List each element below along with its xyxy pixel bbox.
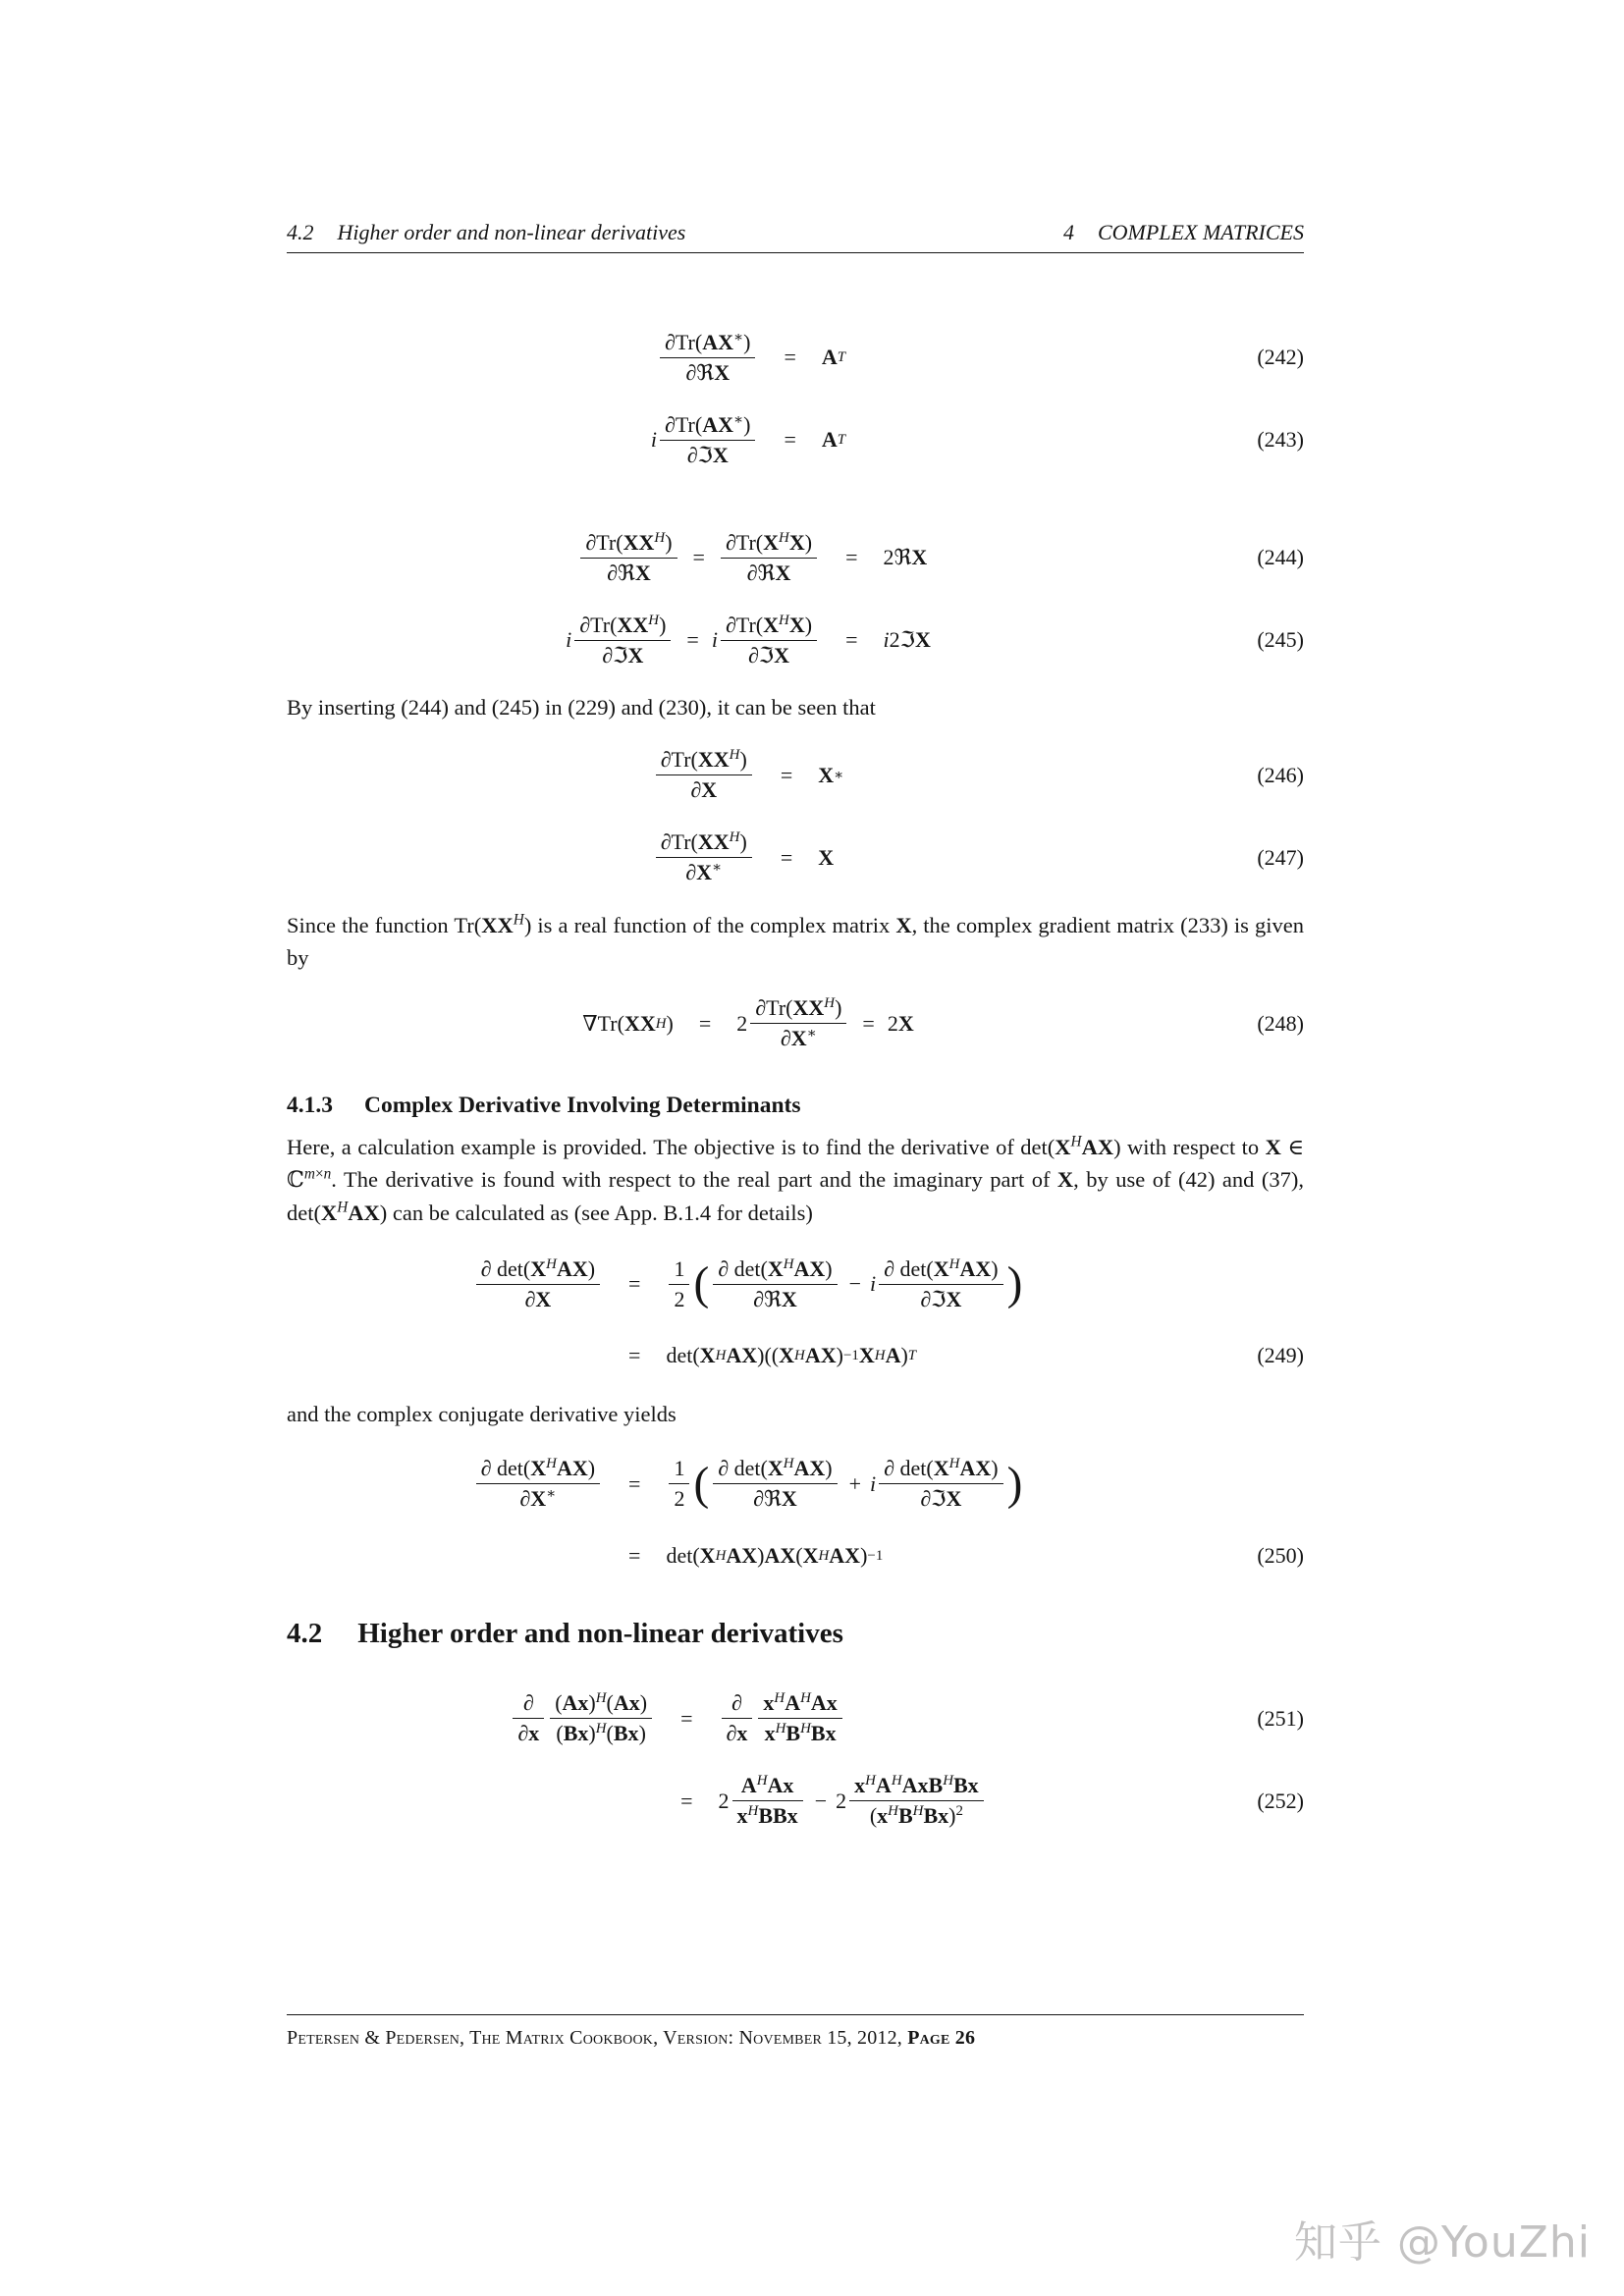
equation-group-244-245 (287, 516, 1304, 681)
equation-250-rhs-2: det( X H AX ) AX ( X H AX ) −1 (666, 1542, 884, 1568)
equation-252-equals: = (680, 1788, 693, 1813)
equation-245-lhs: i $\partial Tr(XX^H)$ ∂ℑX = i $\partial Tr(X^HX)$ ∂ℑX (566, 599, 820, 681)
equation-243-rhs: A T (821, 427, 846, 453)
equation-242-rhs: A T (821, 345, 846, 370)
footer-page-number: Page 26 (907, 2027, 976, 2049)
equation-group-249 (287, 1243, 1304, 1386)
equation-group-242-243 (287, 316, 1304, 481)
header-left (287, 220, 685, 245)
equation-251-number: (251) (1257, 1705, 1304, 1731)
equation-248-equals: = (698, 1010, 712, 1036)
paragraph-by-inserting: By inserting (244) and (245) in (229) and (230), it can be seen that (287, 695, 876, 720)
equation-248-lhs: ∇Tr( XX H ) (582, 1010, 674, 1036)
page-footer (287, 2014, 1304, 2050)
page-body (287, 0, 1304, 1842)
equation-249-lhs: ∂ $\det(X^HAX)$ ∂X (473, 1243, 603, 1325)
page-header (287, 220, 1304, 245)
equation-250-equals-1: = (628, 1470, 641, 1496)
equation-251-lhs: ∂ ∂x $(Ax)^H(Ax)$ $(Bx)^H(Bx)$ (510, 1678, 655, 1760)
equation-242-equals: = (784, 345, 796, 370)
equation-245-number: (245) (1257, 627, 1304, 652)
section-number-4-1-3: 4.1.3 (287, 1092, 333, 1118)
equation-247-lhs: $\partial Tr(XX^H)$ ∂X∗ (653, 817, 755, 899)
equation-243-number: (243) (1257, 427, 1304, 452)
equation-250-equals-2: = (628, 1542, 641, 1568)
section-number-4-2: 4.2 (287, 1617, 323, 1649)
equation-247-equals: = (780, 844, 793, 870)
equation-245-rhs: i 2ℑ X (883, 627, 931, 653)
equation-246-number: (246) (1257, 762, 1304, 787)
equation-246-lhs: $\partial Tr(XX^H)$ ∂X (653, 734, 755, 817)
header-right-title: COMPLEX MATRICES (1098, 220, 1304, 244)
equation-249-equals-2: = (628, 1343, 641, 1368)
equation-249-number: (249) (1257, 1343, 1304, 1367)
equation-249-equals-1: = (628, 1271, 641, 1297)
paragraph-here-example: Here, a calculation example is provided. The objective is to find the derivative of $\det(X^HAX)$ with respect to X ∈ ℂ$^{m\times n}$. The derivative is found with respect to the real part and the imaginary part of X, by use of (42) and (37), $\det(X^HAX)$ can be calculated as (see App. B.1.4 for details) (287, 1133, 1305, 1225)
equation-248-number: (248) (1257, 1010, 1304, 1036)
paragraph-conjugate: and the complex conjugate derivative yields (287, 1402, 677, 1426)
equation-250-number: (250) (1257, 1542, 1304, 1568)
section-title-4-2: Higher order and non-linear derivatives (357, 1617, 843, 1649)
watermark-zhihu: 知乎 @YouZhi (1293, 2217, 1591, 2268)
equation-246-equals: = (780, 762, 793, 787)
equation-244-equals: = (845, 545, 858, 570)
section-heading-4-2 (287, 1618, 1304, 1650)
equation-247-number: (247) (1257, 844, 1304, 870)
equation-246-rhs: X ∗ (818, 762, 844, 787)
equation-243-lhs: i ∂Tr(AX∗) ∂ℑX (651, 399, 759, 481)
equation-247-rhs: X (818, 844, 835, 870)
footer-citation: Petersen & Pedersen, The Matrix Cookbook, Version: November 15, 2012, (287, 2027, 908, 2049)
equation-249-rhs-1: 1 2 ( ∂ $\det(X^HAX)$ ∂ℜX − i ∂ $\det(X^HAX)$ ∂ℑX ) (666, 1243, 1023, 1325)
equation-group-248 (287, 983, 1304, 1065)
equation-248-rhs: 2 $\partial Tr(XX^H)$ ∂X∗ = 2 X (736, 994, 914, 1050)
equation-244-rhs: 2ℜ X (883, 545, 928, 570)
equation-251-equals: = (680, 1705, 693, 1731)
equation-249-rhs-2: det( X H AX )(( X H AX ) −1 X H A ) T (666, 1343, 917, 1368)
equation-250-lhs: ∂ $\det(X^HAX)$ ∂X∗ (473, 1443, 603, 1525)
header-right (1063, 220, 1304, 245)
equation-242-number: (242) (1257, 345, 1304, 369)
equation-244-lhs: $\partial Tr(XX^H)$ ∂ℜX = $\partial Tr(X^HX)$ ∂ℜX (577, 516, 820, 599)
equation-group-250 (287, 1443, 1304, 1586)
equation-243-equals: = (784, 427, 796, 453)
equation-252-number: (252) (1257, 1788, 1304, 1813)
equation-250-rhs-1: 1 2 ( ∂ $\det(X^HAX)$ ∂ℜX + i ∂ $\det(X^HAX)$ ∂ℑX ) (666, 1443, 1023, 1525)
footer-rule (287, 2014, 1304, 2015)
equation-group-246-247 (287, 734, 1304, 899)
header-left-section-number: 4.2 (287, 220, 314, 244)
section-heading-4-1-3 (287, 1093, 1304, 1119)
equation-244-number: (244) (1257, 545, 1304, 569)
equation-251-rhs: ∂ ∂x $x^HA^HAx$ $x^HB^HBx$ (719, 1678, 845, 1760)
equation-245-equals: = (845, 627, 858, 653)
header-left-title: Higher order and non-linear derivatives (337, 220, 686, 244)
header-rule (287, 252, 1304, 253)
equation-242-lhs: ∂Tr(AX∗) ∂ℜX (657, 316, 758, 399)
equation-252-rhs: 2 $A^HAx$ $x^HBBx$ − 2 $x^HA^HAxB^HBx$ $(x^HB^HBx)^2$ (719, 1760, 987, 1842)
equation-group-251-252 (287, 1678, 1304, 1842)
paragraph-since-function: Since the function $Tr(XX^H)$ is a real function of the complex matrix X, the complex gradient matrix (233) is given by (287, 911, 1304, 970)
header-right-section-number: 4 (1063, 220, 1074, 244)
section-title-4-1-3: Complex Derivative Involving Determinants (364, 1092, 801, 1118)
